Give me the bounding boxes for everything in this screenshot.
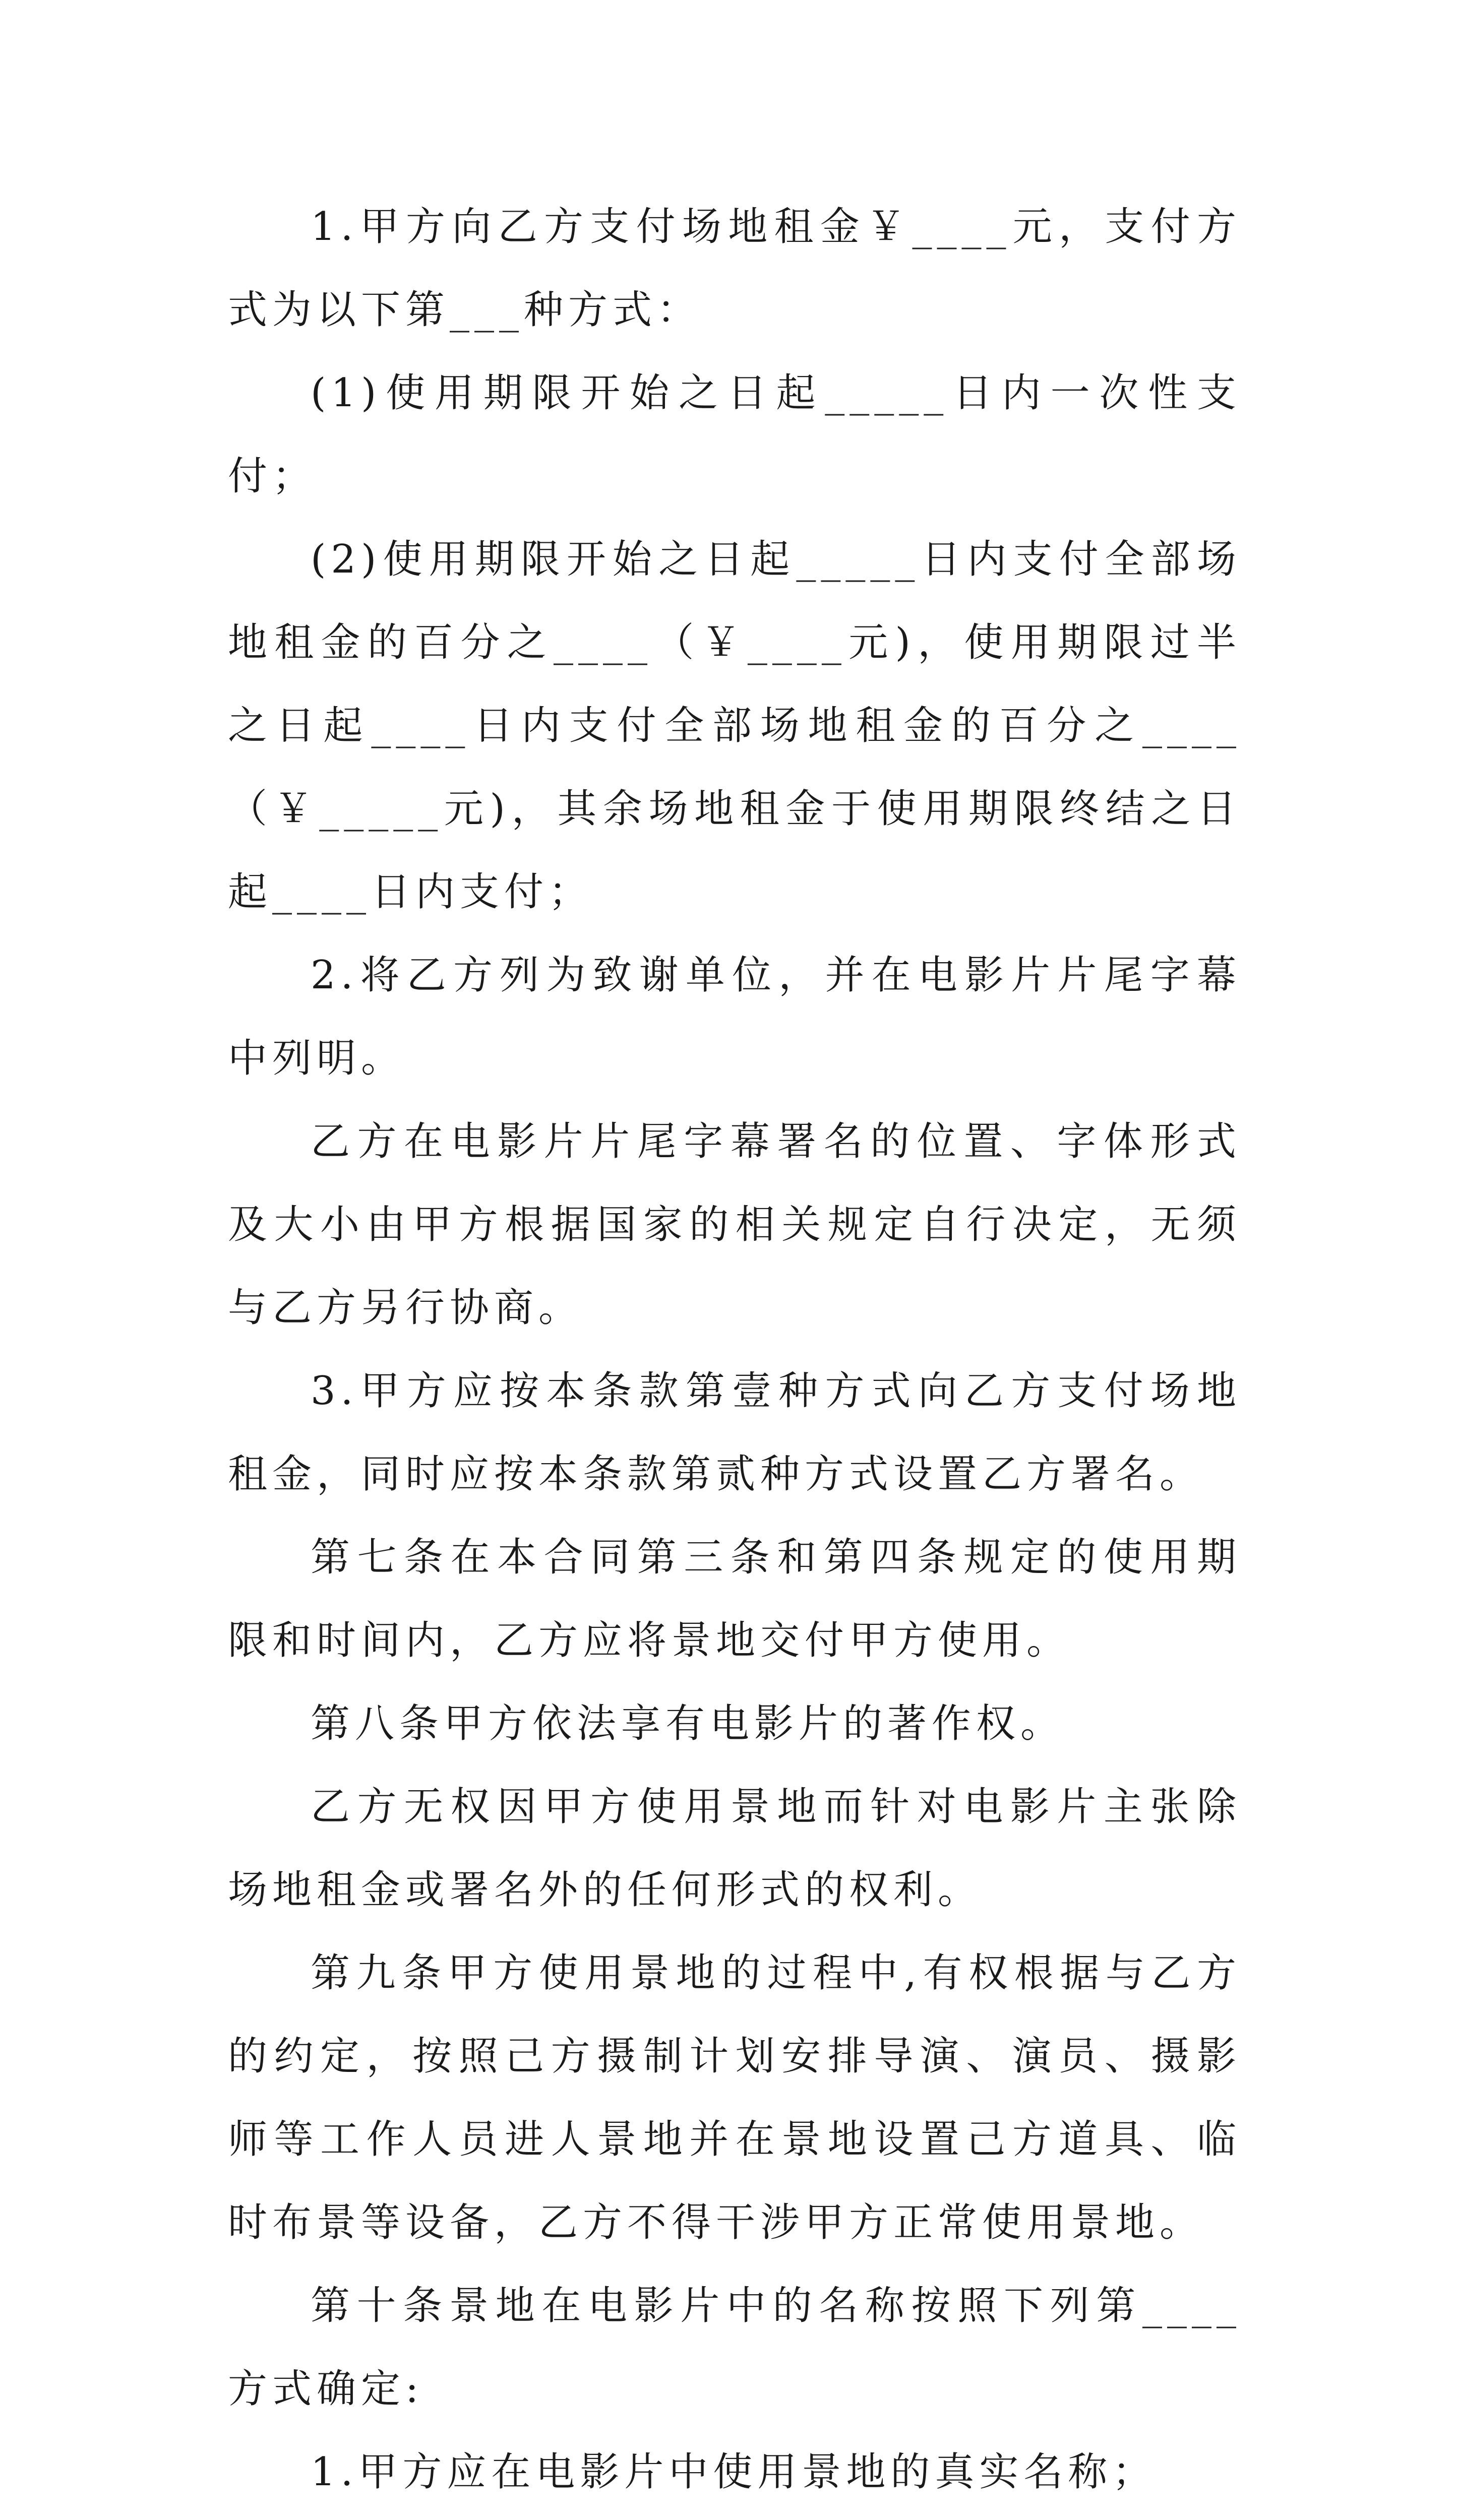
paragraph-clause-3: 3.甲方应按本条款第壹种方式向乙方支付场地租金，同时应按本条款第贰种方式设置乙方署名。: [228, 1368, 1241, 1497]
paragraph-credit-listing: 2.将乙方列为致谢单位，并在电影片片尾字幕中列明。: [228, 953, 1241, 1081]
paragraph-name-option-2: [228, 2514, 1241, 2520]
paragraph-rent-payment: 1.甲方向乙方支付场地租金￥____元，支付方式为以下第___种方式：: [228, 204, 1241, 333]
paragraph-credit-format: 乙方在电影片片尾字幕署名的位置、字体形式及大小由甲方根据国家的相关规定自行决定，无须与乙方另行协商。: [228, 1119, 1241, 1331]
paragraph-name-option-1: 1.甲方应在电影片中使用景地的真实名称；: [311, 2449, 1157, 2495]
paragraph-article-10: 第十条景地在电影片中的名称按照下列第____方式确定:: [228, 2283, 1241, 2412]
paragraph-option-2: (2)使用期限开始之日起_____日内支付全部场地租金的百分之____（￥____元)，使用期限过半之日起____日内支付全部场地租金的百分之____（￥_____元)，其余场地租金于使用期限终结之日起____日内支付；: [228, 537, 1241, 915]
document-body: [228, 185, 1241, 2520]
paragraph-article-9: 第九条甲方使用景地的过程中,有权根据与乙方的约定，按照己方摄制计划安排导演、演员、摄影师等工作人员进人景地并在景地设置己方道具、临时布景等设备，乙方不得干涉甲方正常使用景地。: [228, 1950, 1241, 2245]
paragraph-article-7: 第七条在本合同第三条和第四条规定的使用期限和时间内，乙方应将景地交付甲方使用。: [228, 1535, 1241, 1663]
paragraph-option-1: (1)使用期限开始之日起_____日内一次性支付；: [228, 370, 1241, 499]
paragraph-article-8: 第八条甲方依法享有电影片的著作权。: [311, 1701, 1065, 1746]
paragraph-no-rights: 乙方无权因甲方使用景地而针对电影片主张除场地租金或署名外的任何形式的权利。: [228, 1784, 1241, 1913]
